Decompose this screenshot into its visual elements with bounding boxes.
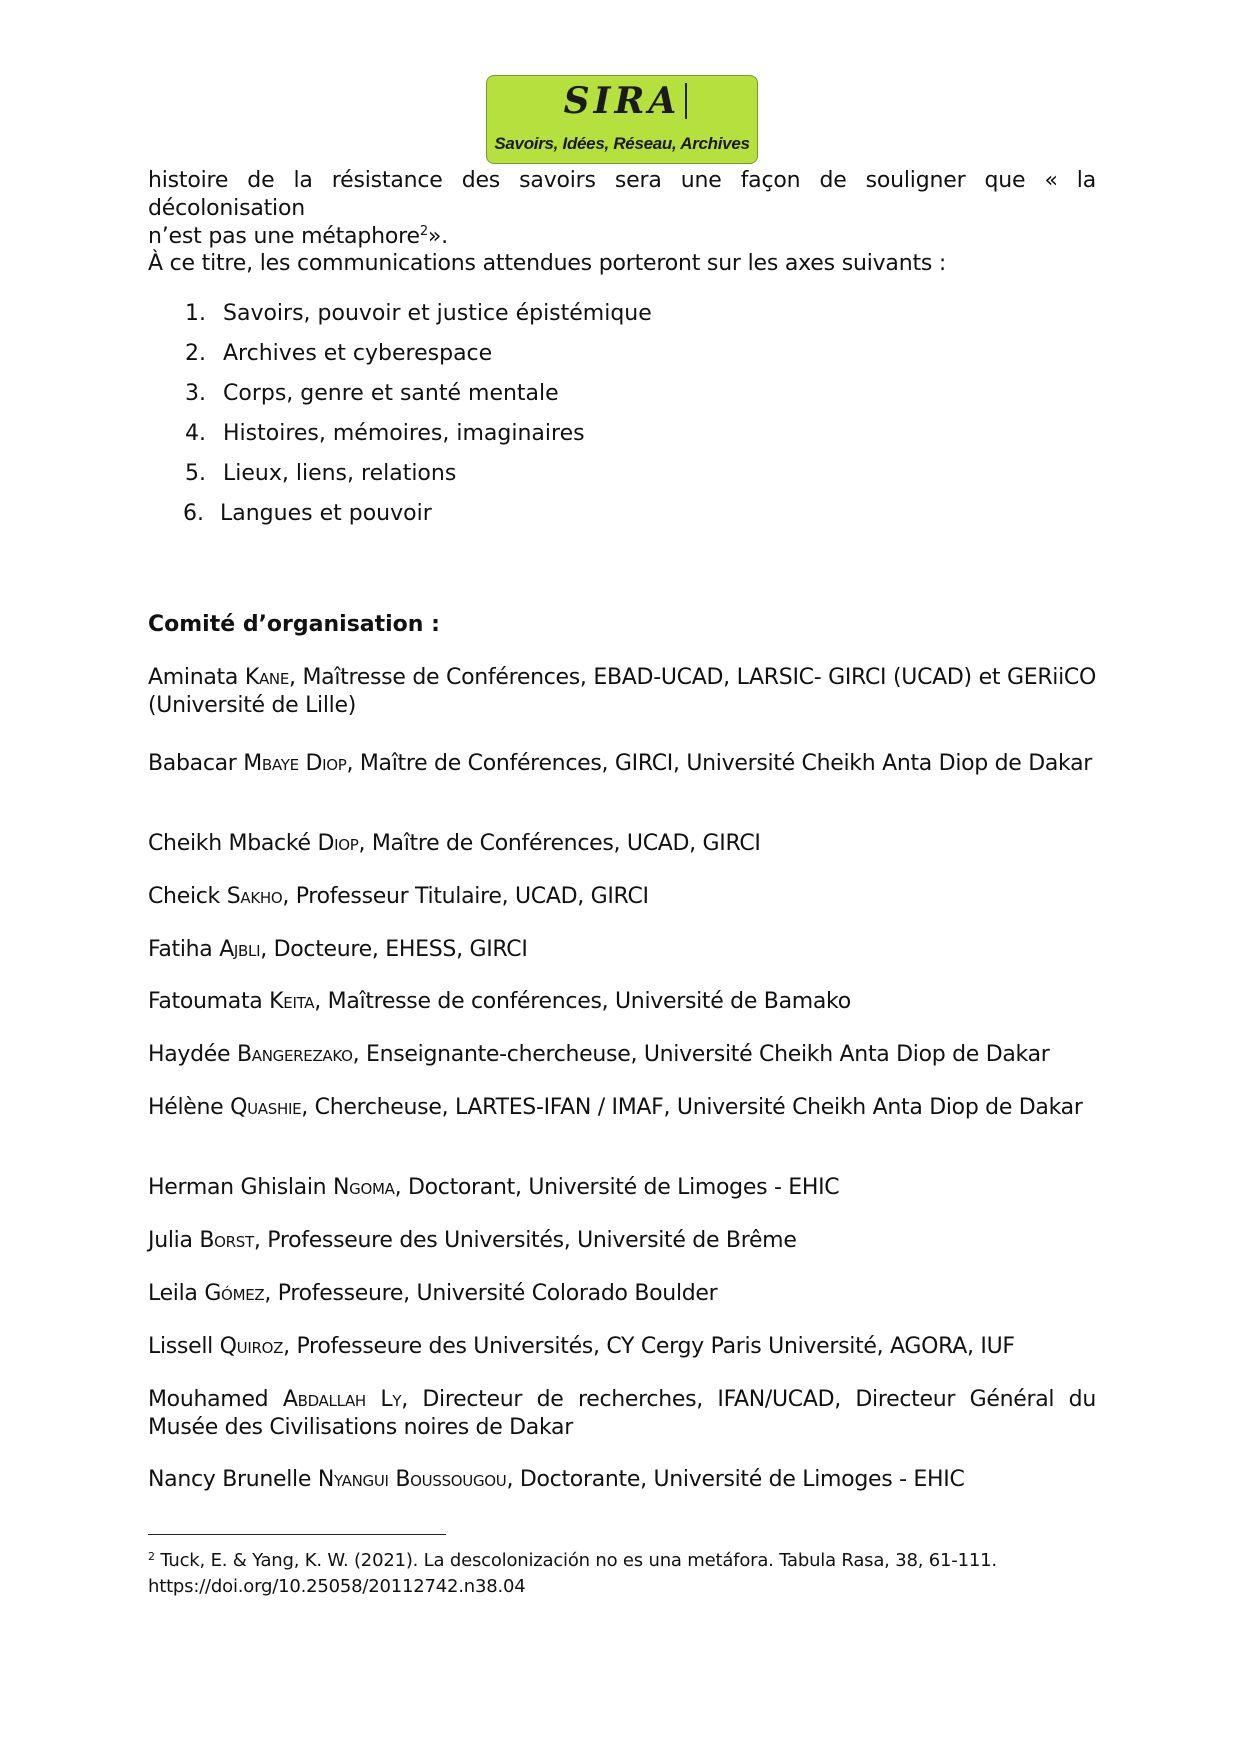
committee-member: Haydée Bangerezako, Enseignante-chercheuse, Université Cheikh Anta Diop de Dakar: [148, 1042, 1050, 1067]
committee-member: Herman Ghislain Ngoma, Doctorant, Université de Limoges - EHIC: [148, 1175, 840, 1200]
committee-member: Leila Gómez, Professeure, Université Colorado Boulder: [148, 1281, 718, 1306]
committee-member: Cheikh Mbacké Diop, Maître de Conférences, UCAD, GIRCI: [148, 831, 761, 856]
sira-logo: [486, 75, 758, 164]
footnote-ref[interactable]: 2: [419, 224, 428, 239]
footnote-divider: [148, 1534, 446, 1535]
intro-line-1: histoire de la résistance des savoirs sera une façon de souligner que « la décolonisation: [148, 168, 1096, 221]
footnote-text[interactable]: Tuck, E. & Yang, K. W. (2021). La descolonización no es una metáfora. Tabula Rasa, 38, 61-111. https://doi.org/10.25058/20112742.n38.04: [148, 1550, 997, 1597]
committee-member: Nancy Brunelle Nyangui Boussougou, Doctorante, Université de Limoges - EHIC: [148, 1467, 965, 1492]
committee-member: Cheick Sakho, Professeur Titulaire, UCAD, GIRCI: [148, 884, 649, 909]
intro-line-2-end: ».: [427, 224, 448, 249]
committee-member: Julia Borst, Professeure des Universités, Université de Brême: [148, 1228, 797, 1253]
committee-member: Mouhamed Abdallah Ly, Directeur de recherches, IFAN/UCAD, Directeur Général du Musée des Civilisations noires de Dakar: [148, 1387, 1096, 1440]
logo-title: SIRA: [563, 80, 681, 122]
committee-member: Lissell Quiroz, Professeure des Universités, CY Cergy Paris Université, AGORA, IUF: [148, 1334, 1015, 1359]
committee-member: Aminata Kane, Maîtresse de Conférences, EBAD-UCAD, LARSIC- GIRCI (UCAD) et GERiiCO (Université de Lille): [148, 665, 1097, 718]
footnote: [148, 1548, 1096, 1600]
footnote-marker: 2: [148, 1550, 155, 1563]
committee-heading: Comité d’organisation :: [148, 612, 440, 637]
intro-paragraph: [148, 167, 1096, 251]
committee-member: Babacar Mbaye Diop, Maître de Conférences, GIRCI, Université Cheikh Anta Diop de Dakar: [148, 751, 1093, 776]
committee-member: Fatoumata Keita, Maîtresse de conférences, Université de Bamako: [148, 989, 851, 1014]
committee-member: Fatiha Ajbli, Docteure, EHESS, GIRCI: [148, 937, 528, 962]
text-cursor: [685, 83, 687, 119]
committee-member: Hélène Quashie, Chercheuse, LARTES-IFAN / IMAF, Université Cheikh Anta Diop de Dakar: [148, 1095, 1083, 1120]
axes-intro: À ce titre, les communications attendues porteront sur les axes suivants :: [148, 251, 947, 276]
intro-line-2: n’est pas une métaphore: [148, 224, 420, 249]
logo-subtitle: Savoirs, Idées, Réseau, Archives: [494, 134, 750, 153]
